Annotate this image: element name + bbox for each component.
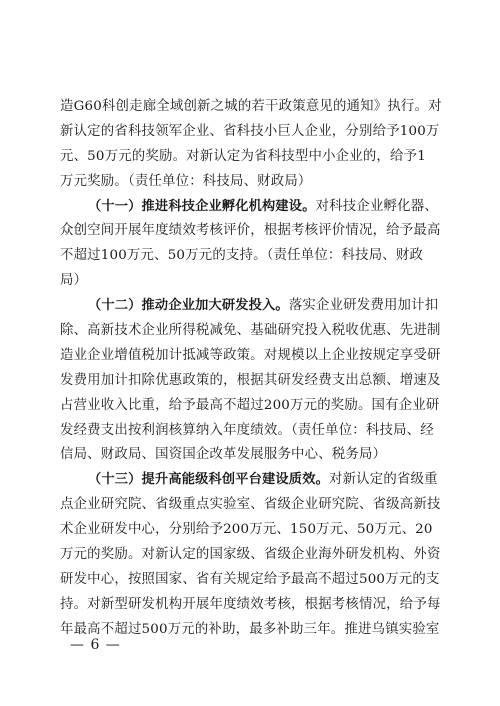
- section-heading: （十一）推进科技企业孵化机构建设。: [88, 198, 316, 214]
- body-text: 持。对新型研发机构开展年度绩效考核，根据考核情况，给予每: [60, 596, 441, 612]
- text-line: [60, 543, 440, 568]
- body-text: 对科技企业孵化器、: [315, 198, 438, 214]
- text-line: [60, 394, 440, 419]
- text-line: [60, 244, 440, 269]
- text-line: [60, 145, 440, 170]
- body-text: 落实企业研发费用加计扣: [288, 298, 439, 314]
- text-line: [60, 419, 440, 444]
- body-text: 元、50万元的奖励。对新认定为省科技型中小企业的，给予1: [60, 148, 426, 164]
- page-number: — 6 —: [70, 637, 121, 653]
- body-text: 万元的奖励。对新认定的国家级、省级企业海外研发机构、外资: [60, 547, 441, 563]
- body-text: 对新认定的省级重: [328, 472, 438, 488]
- text-line: [60, 468, 440, 493]
- text-line: [60, 518, 440, 543]
- body-text: 不超过100万元、50万元的支持。（责任单位：科技局、财政: [60, 248, 424, 264]
- body-text: 造G60科创走廊全域创新之城的若干政策意见的通知》执行。对: [60, 99, 442, 114]
- section-heading: （十二）推动企业加大研发投入。: [88, 298, 289, 314]
- body-text: 信局、财政局、国资国企改革发展服务中心、税务局）: [60, 447, 387, 463]
- text-line: [60, 369, 440, 394]
- section-heading: （十三）提升高能级科创平台建设质效。: [88, 472, 329, 488]
- text-line: [60, 170, 440, 195]
- body-text: 局）: [60, 273, 88, 289]
- body-text: 研发中心，按照国家、省有关规定给予最高不超过500万元的支: [60, 571, 440, 587]
- document-body: [60, 95, 440, 643]
- body-text: 发费用加计扣除优惠政策的，根据其研发经费支出总额、增速及: [60, 372, 441, 388]
- text-line: [60, 195, 440, 220]
- text-line: [60, 219, 440, 244]
- text-line: [60, 443, 440, 468]
- text-line: [60, 319, 440, 344]
- body-text: 术企业研发中心，分别给予200万元、150万元、50万元、20: [60, 522, 433, 538]
- body-text: 占营业收入比重，给予最高不超过200万元的奖励。国有企业研: [60, 397, 440, 413]
- body-text: 除、高新技术企业所得税减免、基础研究投入税收优惠、先进制: [60, 323, 441, 339]
- text-line: [60, 593, 440, 618]
- body-text: 点企业研究院、省级重点实验室、省级企业研究院、省级高新技: [60, 497, 441, 513]
- text-line: [60, 344, 440, 369]
- text-line: [60, 120, 440, 145]
- body-text: 众创空间开展年度绩效考核评价，根据考核评价情况，给予最高: [60, 223, 441, 239]
- text-line: [60, 294, 440, 319]
- body-text: 万元奖励。（责任单位：科技局、财政局）: [60, 173, 312, 189]
- text-line: [60, 269, 440, 294]
- text-line: [60, 493, 440, 518]
- body-text: 发经费支出按利润核算纳入年度绩效。（责任单位：科技局、经: [60, 422, 434, 438]
- body-text: 年最高不超过500万元的补助，最多补助三年。推进乌镇实验室: [60, 621, 440, 637]
- text-line: [60, 95, 440, 120]
- text-line: [60, 568, 440, 593]
- body-text: 造业企业增值税加计抵减等政策。对规模以上企业按规定享受研: [60, 347, 441, 363]
- body-text: 新认定的省科技领军企业、省科技小巨人企业，分别给予100万: [60, 123, 440, 139]
